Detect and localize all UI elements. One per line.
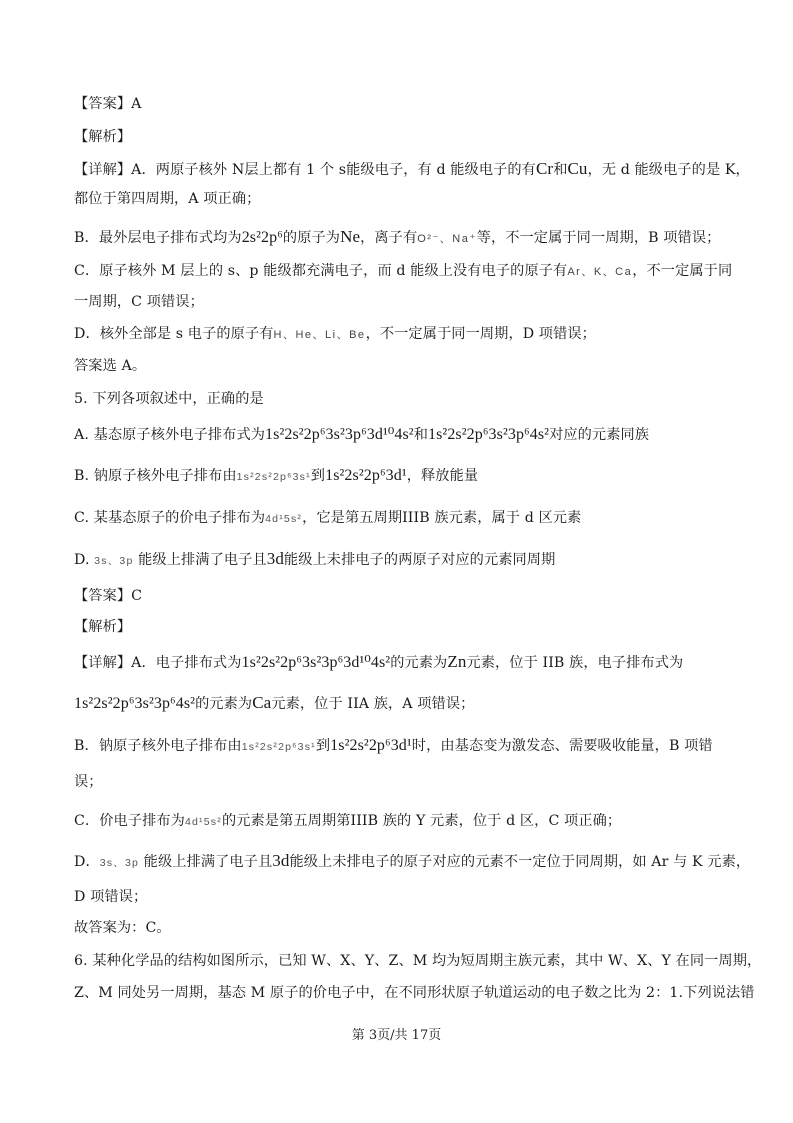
q5-detail-c: C．价电子排布为4d¹5s²的元素是第五周期第IIIB 族的 Y 元素，位于 d 区，C 项正确； (74, 813, 622, 829)
q4-answer: 【答案】A (74, 96, 142, 112)
q5-stem: 5. 下列各项叙述中，正确的是 (74, 391, 264, 407)
q4-detail-line2: 都位于第四周期，A 项正确； (74, 191, 261, 207)
q6-stem-line1: 6. 某种化学品的结构如图所示，已知 W、X、Y、Z、M 均为短周期主族元素，其中 W、X、Y 在同一周期， (74, 953, 762, 969)
q6-stem-line2: Z、M 同处另一周期，基态 M 原子的价电子中，在不同形状原子轨道运动的电子数之比为 2：1.下列说法错 (74, 985, 755, 1001)
q4-option-c-line2: 一周期，C 项错误； (74, 294, 204, 310)
q4-option-c-line1: C．原子核外 M 层上的 s、p 能级都充满电子，而 d 能级上没有电子的原子有Ar、K、Ca，不一定属于同 (74, 263, 733, 279)
q5-option-a: A. 基态原子核外电子排布式为1s²2s²2p⁶3s²3p⁶3d¹⁰4s²和1s²2s²2p⁶3s²3p⁶4s²对应的元素同族 (74, 426, 650, 443)
q5-detail-b-line1: B．钠原子核外电子排布由1s²2s²2p⁶3s¹到1s²2s²2p⁶3d¹时，由基态变为激发态、需要吸收能量，B 项错 (74, 737, 713, 754)
q4-final-answer: 答案选 A。 (74, 358, 147, 374)
q5-answer: 【答案】C (74, 588, 143, 604)
q5-detail-b-line2: 误； (74, 774, 103, 790)
page-number: 第 3页/共 17页 (351, 1028, 442, 1043)
q5-detail-d-line1: D．3s、3p 能级上排满了电子且3d能级上未排电子的原子对应的元素不一定位于同周期，如 Ar 与 K 元素， (74, 851, 751, 870)
q5-option-d: D. 3s、3p 能级上排满了电子且3d能级上未排电子的两原子对应的元素同周期 (74, 549, 556, 568)
q5-detail-a-line2: 1s²2s²2p⁶3s²3p⁶4s²的元素为Ca元素，位于 IIA 族，A 项错误； (74, 693, 475, 712)
q5-option-b: B. 钠原子核外电子排布由1s²2s²2p⁶3s¹到1s²2s²2p⁶3d¹，释放能量 (74, 467, 479, 484)
q4-option-d: D．核外全部是 s 电子的原子有H、He、Li、Be，不一定属于同一周期，D 项错误； (74, 326, 596, 342)
q5-detail-a-line1: 【详解】A．电子排布式为1s²2s²2p⁶3s²3p⁶3d¹⁰4s²的元素为Zn元素，位于 IIB 族，电子排布式为 (74, 652, 684, 671)
q5-option-c: C. 某基态原子的价电子排布为4d¹5s²，它是第五周期IIIB 族元素，属于 d 区元素 (74, 510, 582, 526)
q4-analysis-label: 【解析】 (74, 129, 132, 145)
q5-final-answer: 故答案为：C。 (74, 920, 171, 936)
q4-option-b: B．最外层电子排布式均为2s²2p⁶的原子为Ne，离子有O²⁻、Na⁺等，不一定属于同一周期，B 项错误； (74, 227, 721, 246)
q4-detail-line1: 【详解】A．两原子核外 N层上都有 1 个 s能级电子，有 d 能级电子的有Cr和Cu，无 d 能级电子的是 K， (74, 159, 750, 178)
q5-detail-d-line2: D 项错误； (74, 889, 148, 905)
q5-analysis-label: 【解析】 (74, 619, 132, 635)
